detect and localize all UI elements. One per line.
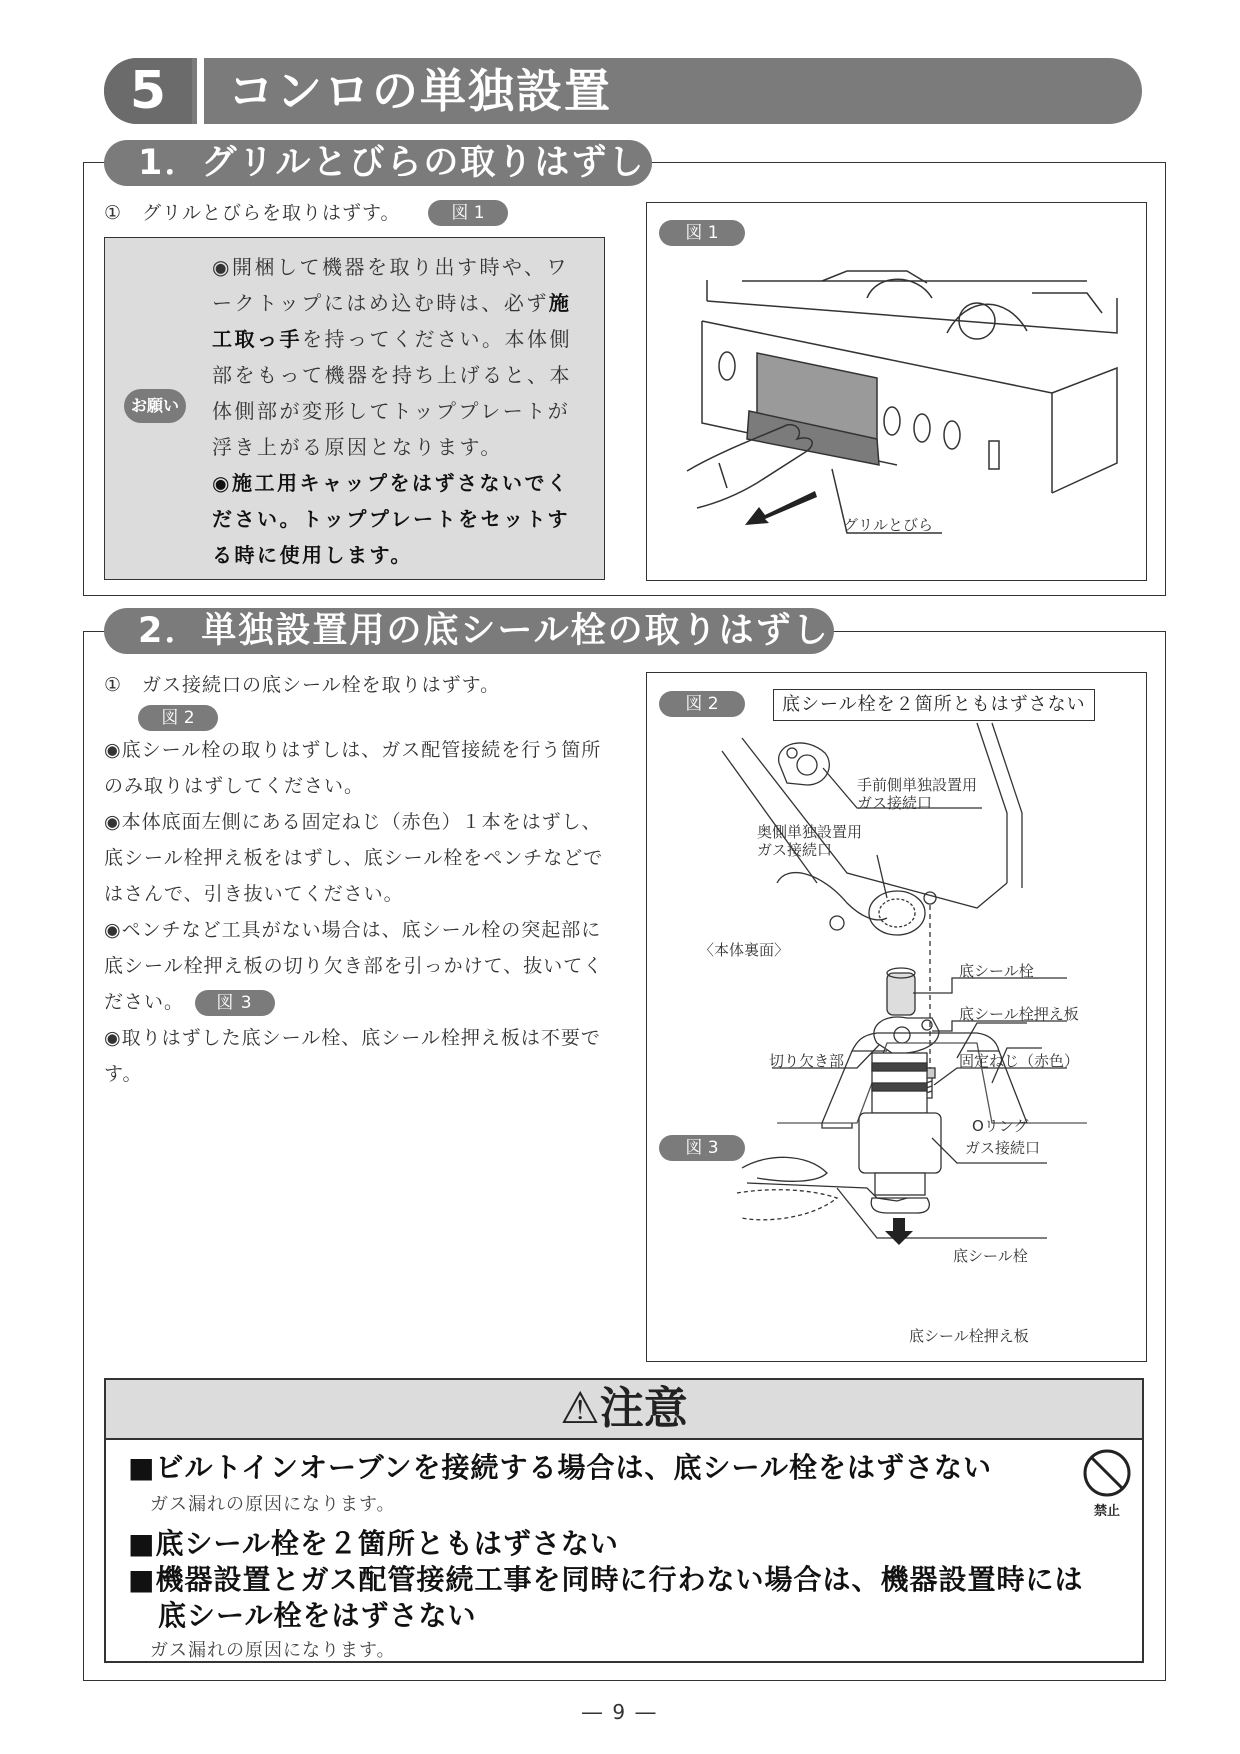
- label-notch: 切り欠き部: [769, 1052, 845, 1070]
- request-bullet-1: ◉開梱して機器を取り出す時や、ワークトップにはめ込む時は、必ず施工取っ手を持ってください。本体側部をもって機器を持ち上げると、本体側部が変形してトッププレートが浮き上がる原因となります。: [212, 255, 572, 459]
- section1-step-figure-ref: 図 1: [428, 200, 508, 226]
- figure-1: [646, 202, 1147, 581]
- figure-3-tag: 図 3: [659, 1135, 745, 1161]
- caution-item-1: ■ビルトインオーブンを接続する場合は、底シール栓をはずさない: [128, 1451, 992, 1484]
- label-fig3-plug: 底シール栓: [953, 1247, 1028, 1265]
- section-title: コンロの単独設置: [228, 64, 612, 118]
- figure-1-tag: 図 1: [659, 220, 745, 246]
- label-rear-port: 奥側単独設置用 ガス接続口: [757, 823, 863, 859]
- request-badge: お願い: [124, 389, 186, 423]
- figure-2-tag: 図 2: [659, 691, 745, 717]
- section2-bullet-2: ◉本体底面左側にある固定ねじ（赤色）１本をはずし、底シール栓押え板をはずし、底シール栓をペンチなどではさんで、引き抜いてください。: [104, 811, 604, 905]
- caution-item-3: ■機器設置とガス配管接続工事を同時に行わない場合は、機器設置時には: [128, 1563, 1084, 1596]
- label-gas-port: ガス接続口: [965, 1139, 1041, 1157]
- figure-2-3: [646, 672, 1147, 1362]
- section2-step: ① ガス接続口の底シール栓を取りはずす。: [104, 674, 501, 696]
- header-divider: [197, 58, 204, 124]
- prohibited-icon: [1082, 1448, 1132, 1498]
- request-bullet-2: ◉施工用キャップをはずさないでください。トッププレートをセットする時に使用します。: [212, 471, 570, 567]
- page-number: ― 9 ―: [582, 1700, 658, 1724]
- section1-step: ① グリルとびらを取りはずす。: [104, 202, 401, 224]
- label-oring: Oリング: [972, 1117, 1029, 1135]
- label-plug: 底シール栓: [959, 962, 1034, 980]
- section2-title: 2．単独設置用の底シール栓の取りはずし: [104, 608, 834, 654]
- caution-item-1-sub: ガス漏れの原因になります。: [150, 1494, 396, 1515]
- label-screw: 固定ねじ（赤色）: [959, 1052, 1080, 1070]
- section2-bullets: [104, 732, 604, 1092]
- section2-step-figure-ref: 図 2: [138, 705, 218, 731]
- caution-item-3-sub: ガス漏れの原因になります。: [150, 1640, 396, 1661]
- caution-title: ⚠注意: [106, 1380, 1142, 1440]
- label-plate: 底シール栓押え板: [959, 1005, 1079, 1023]
- label-fig3-plate: 底シール栓押え板: [909, 1327, 1029, 1345]
- section2-bullet-1: ◉底シール栓の取りはずしは、ガス配管接続を行う箇所のみ取りはずしてください。: [104, 739, 602, 797]
- section-number: 5: [104, 58, 192, 124]
- section2-bullet-4: ◉取りはずした底シール栓、底シール栓押え板は不要です。: [104, 1027, 601, 1085]
- caution-box: [104, 1378, 1144, 1663]
- request-text: [212, 249, 590, 573]
- prohibited-label: 禁止: [1094, 1504, 1121, 1519]
- figure-2-note: 底シール栓を２箇所ともはずさない: [773, 689, 1095, 721]
- label-front-port: 手前側単独設置用 ガス接続口: [857, 776, 978, 812]
- section1-title: 1．グリルとびらの取りはずし: [104, 140, 652, 186]
- grill-door-label: グリルとびら: [843, 516, 934, 534]
- section2-bullet-3: ◉ペンチなど工具がない場合は、底シール栓の突起部に底シール栓押え板の切り欠き部を引っかけて、抜いてください。 図 3: [104, 912, 604, 1020]
- caution-item-3-cont: 底シール栓をはずさない: [158, 1599, 477, 1632]
- label-underside: 〈本体裏面〉: [699, 941, 790, 959]
- section2-bullet3-figure-ref: 図 3: [195, 990, 275, 1016]
- caution-item-2: ■底シール栓を２箇所ともはずさない: [128, 1527, 619, 1560]
